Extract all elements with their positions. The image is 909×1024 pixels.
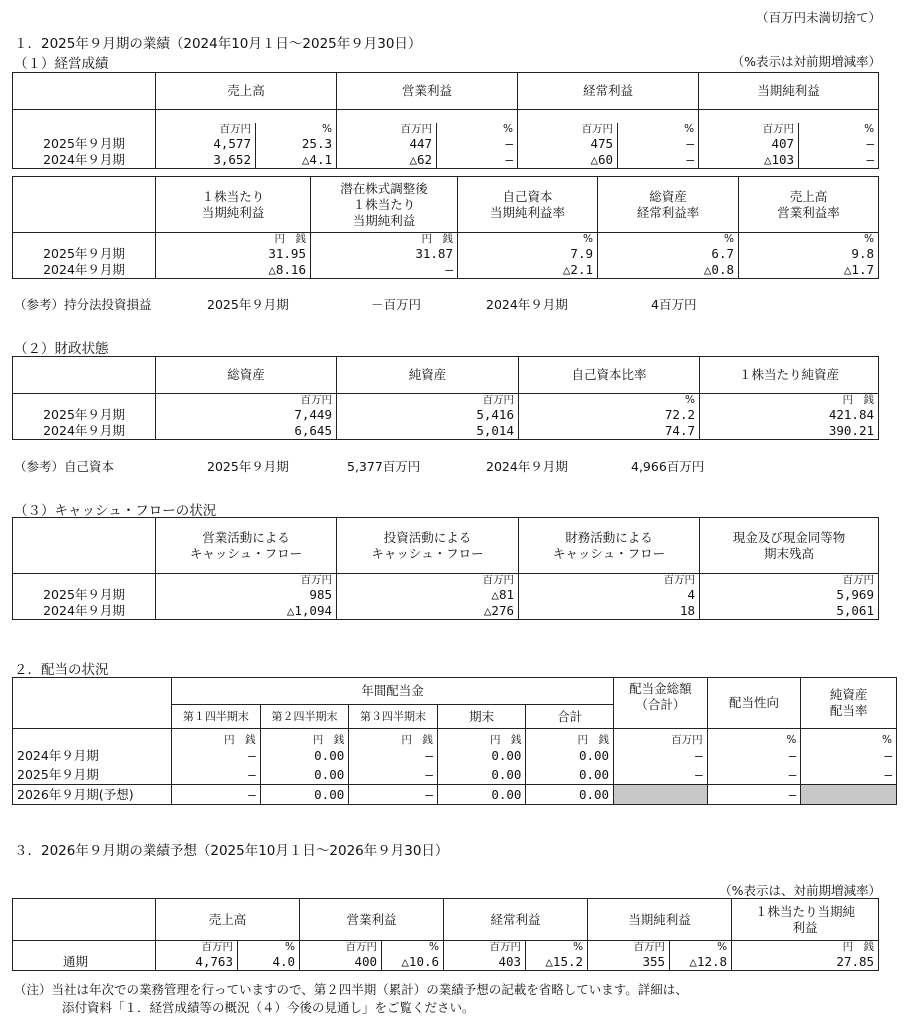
operating-results-heading: （１）経営成績 (14, 56, 109, 72)
table-row (13, 136, 879, 152)
col-header-text: 配当金総額 （合計） (629, 681, 692, 712)
col-header: 営業利益 (337, 73, 518, 110)
col-header-text: 純資産 配当率 (829, 687, 868, 718)
unit: 百万円 (762, 123, 795, 135)
cell: △15.2 (526, 954, 588, 971)
row-label: 2025年９月期 (13, 407, 156, 423)
col-header: 当期純利益 (699, 73, 879, 110)
annual-dividend-header: 年間配当金 (172, 678, 614, 705)
cell: 403 (444, 954, 526, 971)
ref-value: 4,966百万円 (631, 459, 705, 474)
cell: 421.84 (700, 407, 879, 423)
col-header (598, 177, 739, 233)
row-label: 2026年９月期(予想) (13, 785, 172, 805)
cell: 25.3 (256, 136, 337, 152)
forecast-pct-note: （%表示は、対前期増減率） (719, 883, 881, 898)
unit: % (238, 941, 300, 955)
col-header-text: １株当たり当期純 利益 (755, 903, 856, 935)
cell: ― (707, 766, 801, 785)
table-row (13, 587, 879, 603)
cell: △62 (337, 152, 437, 169)
cell: ― (172, 785, 261, 805)
ref-period: 2024年９月期 (486, 297, 568, 312)
col-header (700, 518, 879, 574)
cell: ― (349, 747, 438, 766)
row-label: 2024年９月期 (13, 423, 156, 440)
unit: 円 銭 (732, 941, 879, 955)
col-header: 第３四半期末 (349, 705, 438, 729)
row-label: 2025年９月期 (13, 136, 156, 152)
cell: ― (618, 136, 699, 152)
cell: △1.7 (739, 262, 879, 279)
unit: 百万円 (337, 394, 519, 408)
forecast-heading: ３．2026年９月期の業績予想（2025年10月１日～2026年９月30日） (14, 843, 449, 859)
ref-period: 2025年９月期 (207, 297, 289, 312)
cell: ― (349, 785, 438, 805)
cell: 9.8 (739, 246, 879, 262)
cell: 6,645 (156, 423, 337, 440)
ref-value: 5,377百万円 (347, 459, 421, 474)
corner-cell (13, 177, 156, 233)
cell: ― (172, 766, 261, 785)
cell: △0.8 (598, 262, 739, 279)
unit: 百万円 (156, 123, 256, 136)
unit: 百万円 (337, 574, 519, 588)
cash-flow-table (12, 517, 879, 620)
forecast-table (12, 898, 879, 971)
cell: △60 (518, 152, 618, 169)
row-label: 2024年９月期 (13, 603, 156, 620)
cell: ― (172, 747, 261, 766)
cell: △81 (337, 587, 519, 603)
unit: % (519, 394, 700, 408)
cell: △8.16 (156, 262, 311, 279)
cell: 0.00 (437, 785, 526, 805)
footnote-line-2: 添付資料「１．経営成績等の概況（４）今後の見通し」をご覧ください。 (62, 1000, 475, 1015)
cell: 4,577 (156, 136, 256, 152)
cell: 447 (409, 136, 433, 151)
col-header: 第１四半期末 (172, 705, 261, 729)
unit: % (739, 233, 879, 247)
col-header (739, 177, 879, 233)
row-label: 2024年９月期 (13, 152, 156, 169)
col-header: 純資産 (337, 357, 519, 394)
unit: % (801, 729, 897, 747)
equity-ref-label: （参考）自己資本 (14, 459, 115, 474)
unit: % (598, 233, 739, 247)
col-header-text: 現金及び現金同等物 期末残高 (732, 529, 846, 561)
row-label: 2025年９月期 (13, 246, 156, 262)
table-row (13, 407, 879, 423)
cell: ― (707, 747, 801, 766)
cell: 0.00 (437, 766, 526, 785)
unit: 百万円 (156, 394, 337, 408)
unit: % (382, 941, 444, 955)
col-header (156, 518, 337, 574)
corner-cell (13, 357, 156, 394)
cell: △12.8 (670, 954, 732, 971)
unit: 円 銭 (260, 729, 349, 747)
cell: △1,094 (156, 603, 337, 620)
col-header: １株当たり純資産 (700, 357, 879, 394)
cell: 0.00 (260, 785, 349, 805)
col-header-text: 投資活動による キャッシュ・フロー (371, 529, 484, 561)
unit: 百万円 (581, 123, 614, 135)
unit: 百万円 (444, 941, 526, 955)
cell: 5,061 (700, 603, 879, 620)
col-header-text: 潜在株式調整後 １株当たり 当期純利益 (340, 180, 428, 228)
section1-title: １．2025年９月期の業績（2024年10月１日～2025年９月30日） (14, 36, 422, 52)
cell: 72.2 (519, 407, 700, 423)
cell: ― (799, 136, 879, 152)
unit: 円 銭 (172, 729, 261, 747)
col-header: 営業利益 (300, 899, 444, 941)
unit: 百万円 (700, 574, 879, 588)
col-header (732, 899, 879, 941)
row-label: 2024年９月期 (13, 262, 156, 279)
cell: 0.00 (437, 747, 526, 766)
unit-note: （百万円未満切捨て） (755, 10, 881, 25)
per-share-table (12, 176, 879, 279)
cell: 0.00 (260, 766, 349, 785)
cell: 0.00 (526, 785, 614, 805)
shaded-cell (614, 785, 708, 805)
cell: ― (618, 152, 699, 169)
cell: 985 (156, 587, 337, 603)
ref-period: 2024年９月期 (486, 459, 568, 474)
unit: % (799, 123, 879, 136)
col-header: 総資産 (156, 357, 337, 394)
col-header: 期末 (437, 705, 526, 729)
row-label: 2024年９月期 (13, 747, 172, 766)
dividends-table (12, 677, 897, 805)
col-header: 経常利益 (444, 899, 588, 941)
col-header (801, 678, 897, 729)
corner-cell (13, 73, 156, 110)
unit: 百万円 (300, 941, 382, 955)
shaded-cell (801, 785, 897, 805)
cell: ― (614, 766, 708, 785)
cell: 27.85 (732, 954, 879, 971)
unit: 百万円 (156, 941, 238, 955)
unit: % (618, 123, 699, 136)
cell: 407 (771, 136, 795, 151)
footnote-line-1: （注）当社は年次での業務管理を行っていますので、第２四半期（累計）の業績予想の記載を省略しています。詳細は、 (14, 982, 688, 997)
cell: 18 (519, 603, 700, 620)
col-header: 経常利益 (518, 73, 699, 110)
equity-method-ref-label: （参考）持分法投資損益 (14, 297, 152, 312)
corner-cell (13, 899, 156, 941)
cell: 5,014 (337, 423, 519, 440)
cell: 0.00 (260, 747, 349, 766)
col-header-text: 総資産 経常利益率 (636, 188, 700, 220)
table-row (13, 246, 879, 262)
col-header: 第２四半期末 (260, 705, 349, 729)
cell: 4 (519, 587, 700, 603)
cell: 0.00 (526, 766, 614, 785)
cell: △10.6 (382, 954, 444, 971)
col-header-text: 財務活動による キャッシュ・フロー (552, 529, 666, 561)
unit: 百万円 (588, 941, 670, 955)
table-row (13, 262, 879, 279)
table-row (13, 766, 897, 785)
col-header: 当期純利益 (588, 899, 732, 941)
unit: 円 銭 (311, 233, 458, 247)
cell: ― (801, 747, 897, 766)
ref-period: 2025年９月期 (207, 459, 289, 474)
row-label: 2025年９月期 (13, 587, 156, 603)
cell: 400 (300, 954, 382, 971)
cell: 31.95 (156, 246, 311, 262)
table-row (13, 954, 879, 971)
col-header (458, 177, 598, 233)
row-label: 通期 (13, 954, 156, 971)
cell: 0.00 (526, 747, 614, 766)
cell: 6.7 (598, 246, 739, 262)
col-header-text: １株当たり 当期純利益 (201, 188, 265, 220)
col-header (156, 177, 311, 233)
col-header: 自己資本比率 (519, 357, 700, 394)
cell: ― (799, 152, 879, 169)
cell: 31.87 (311, 246, 458, 262)
cell: 5,969 (700, 587, 879, 603)
unit: 百万円 (156, 574, 337, 588)
col-header-text: 売上高 営業利益率 (777, 188, 840, 220)
pct-note: （%表示は対前期増減率） (731, 54, 881, 69)
cash-flow-heading: （３）キャッシュ・フローの状況 (14, 503, 217, 519)
unit: % (707, 729, 801, 747)
unit: % (458, 233, 598, 247)
corner-cell (13, 678, 172, 729)
col-header-text: 営業活動による キャッシュ・フロー (189, 529, 303, 561)
col-header (311, 177, 458, 233)
financial-position-heading: （２）財政状態 (14, 341, 109, 357)
table-row (13, 747, 897, 766)
financial-position-table (12, 356, 879, 440)
cell: 7,449 (156, 407, 337, 423)
unit: 百万円 (614, 729, 708, 747)
cell: △2.1 (458, 262, 598, 279)
table-row (13, 152, 879, 169)
table-row (13, 423, 879, 440)
cell: ― (614, 747, 708, 766)
cell: 74.7 (519, 423, 700, 440)
dividends-heading: ２．配当の状況 (14, 662, 109, 678)
col-header (614, 678, 708, 729)
cell: △4.1 (256, 152, 337, 169)
col-header (337, 518, 519, 574)
unit: 百万円 (400, 123, 433, 135)
cell: 355 (588, 954, 670, 971)
cell: ― (437, 152, 518, 169)
ref-value: －百万円 (371, 297, 422, 312)
table-row (13, 603, 879, 620)
col-header (519, 518, 700, 574)
cell: ― (437, 136, 518, 152)
unit: 百万円 (519, 574, 700, 588)
unit: 円 銭 (526, 729, 614, 747)
cell: ― (349, 766, 438, 785)
row-label: 2025年９月期 (13, 766, 172, 785)
cell: 390.21 (700, 423, 879, 440)
ref-value: 4百万円 (651, 297, 697, 312)
cell: ― (707, 785, 801, 805)
cell: 3,652 (156, 152, 256, 169)
unit: % (256, 123, 337, 136)
col-header-text: 自己資本 当期純利益率 (489, 188, 565, 220)
cell: ― (801, 766, 897, 785)
cell: ― (311, 262, 458, 279)
cell: 475 (590, 136, 614, 151)
cell: 4,763 (156, 954, 238, 971)
corner-cell (13, 518, 156, 574)
cell: 4.0 (238, 954, 300, 971)
unit: % (437, 123, 518, 136)
cell: 5,416 (337, 407, 519, 423)
unit: % (670, 941, 732, 955)
col-header: 売上高 (156, 73, 337, 110)
table-row-forecast (13, 785, 897, 805)
unit: 円 銭 (700, 394, 879, 408)
unit: % (526, 941, 588, 955)
cell: 7.9 (458, 246, 598, 262)
unit: 円 銭 (437, 729, 526, 747)
col-header: 配当性向 (707, 678, 801, 729)
col-header: 売上高 (156, 899, 300, 941)
cell: △276 (337, 603, 519, 620)
col-header: 合計 (526, 705, 614, 729)
operating-results-table (12, 72, 879, 169)
unit: 円 銭 (156, 233, 311, 247)
unit: 円 銭 (349, 729, 438, 747)
cell: △103 (699, 152, 799, 169)
